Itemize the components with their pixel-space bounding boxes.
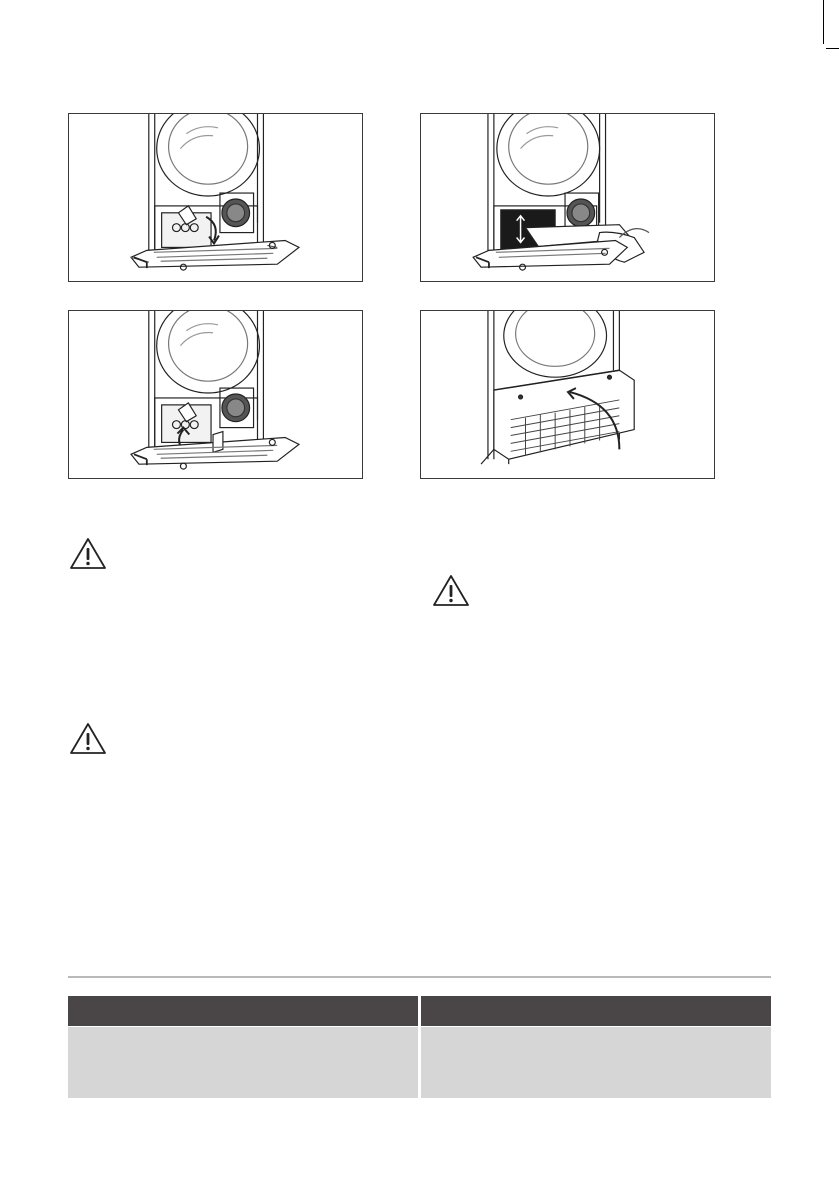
- table-header-cell: [420, 996, 772, 1027]
- crop-mark-right: [826, 48, 839, 49]
- crop-mark-top: [823, 0, 824, 44]
- dryer-plinth-close-flap-illustration: [421, 311, 714, 478]
- step-clean-filter-panel: [420, 113, 715, 282]
- step-open-flap-panel: [68, 113, 363, 282]
- info-table: [68, 996, 771, 1098]
- dryer-plinth-open-filter-pull-illustration: [69, 114, 362, 281]
- table-cell: [420, 1027, 772, 1099]
- dryer-plinth-vacuum-clean-illustration: [421, 114, 714, 281]
- table-header-cell: [68, 996, 420, 1027]
- warning-triangle-icon: [432, 574, 470, 608]
- table-cell: [68, 1027, 420, 1099]
- section-divider: [68, 976, 771, 978]
- dryer-plinth-insert-filter-illustration: [69, 311, 362, 478]
- step-insert-filter-panel: [68, 310, 363, 479]
- table-header-row: [68, 996, 771, 1027]
- warning-triangle-icon: [69, 722, 107, 756]
- table-row: [68, 1027, 771, 1099]
- step-close-flap-panel: [420, 310, 715, 479]
- warning-triangle-icon: [69, 537, 107, 571]
